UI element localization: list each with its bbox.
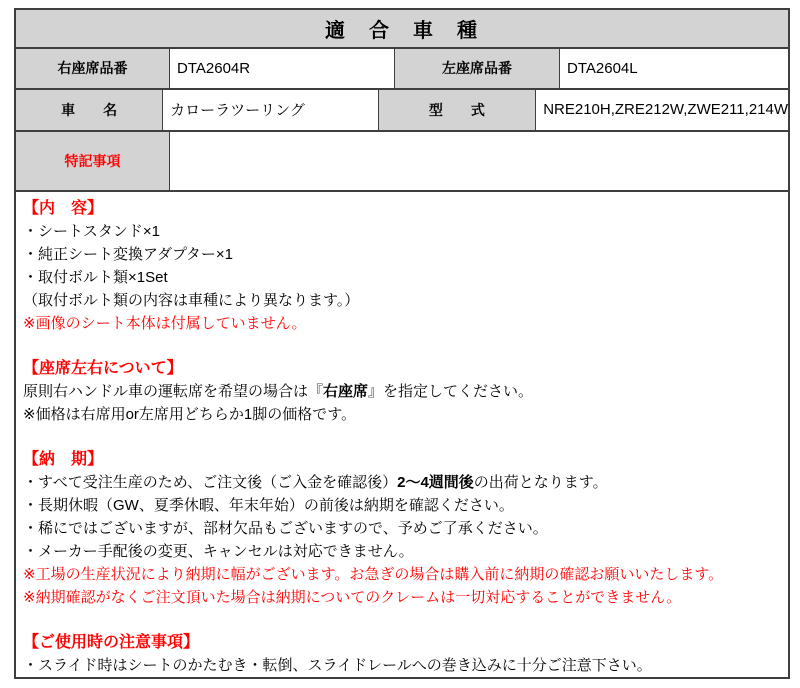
right-seat-part-label: 右座席品番 [16,49,170,88]
model-code-value: NRE210H,ZRE212W,ZWE211,214W [536,90,788,131]
right-seat-part-value: DTA2604R [170,49,395,88]
usage-notes-heading: 【ご使用時の注意事項】 [23,634,200,652]
text-segment-bold: 右座席 [323,383,369,401]
car-name-value: カローラツーリング [163,90,378,131]
part-number-row [16,49,788,90]
contents-section [23,197,781,335]
special-notes-row [16,132,788,192]
usage-notes-section [23,631,781,677]
contents-warning: ※画像のシート本体は付属していません。 [23,315,307,333]
text-segment: 』を指定してください。 [368,383,534,401]
delivery-line: ・メーカー手配後の変更、キャンセルは対応できません。 [23,543,414,561]
text-segment: ・すべて受注生産のため、ご注文後（ご入金を確認後） [23,474,398,492]
special-notes-label: 特記事項 [16,132,170,190]
text-segment-bold: 2～4週間後 [397,474,474,492]
left-seat-part-label: 左座席品番 [395,49,560,88]
contents-item: ・取付ボルト類×1Set [23,269,168,287]
model-code-label: 型 式 [379,90,537,131]
delivery-line [23,471,781,494]
car-info-row [16,90,788,133]
notice-content [16,192,788,677]
text-segment: 原則右ハンドル車の運転席を希望の場合は『 [23,383,324,401]
delivery-line: ・稀にではございますが、部材欠品もございますので、予めご了承ください。 [23,520,548,538]
seat-side-section [23,357,781,426]
delivery-warning: ※納期確認がなくご注文頂いた場合は納期についてのクレームは一切対応することができません。 [23,589,682,607]
contents-heading: 【内 容】 [23,200,104,218]
seat-side-line: ※価格は右席用or左席用どちらか1脚の価格です。 [23,406,357,424]
table-title [16,10,788,49]
car-name-label: 車 名 [16,90,163,131]
seat-side-line [23,380,781,403]
delivery-line: ・長期休暇（GW、夏季休暇、年末年始）の前後は納期を確認ください。 [23,497,514,515]
contents-item: ・シートスタンド×1 [23,223,160,241]
table-title-text: 適 合 車 種 [325,19,479,42]
special-notes-value [170,132,788,190]
seat-side-heading: 【座席左右について】 [23,360,183,378]
contents-item: （取付ボルト類の内容は車種により異なります。） [23,292,360,310]
fitment-spec-sheet [14,8,790,679]
left-seat-part-value: DTA2604L [560,49,788,88]
text-segment: の出荷となります。 [473,474,608,492]
delivery-warning: ※工場の生産状況により納期に幅がございます。お急ぎの場合は購入前に納期の確認お願いいたします。 [23,566,724,584]
delivery-heading: 【納 期】 [23,451,104,469]
usage-notes-line: ・スライド時はシートのかたむき・転倒、スライドレールへの巻き込みに十分ご注意下さい。 [23,657,652,675]
contents-item: ・純正シート変換アダプター×1 [23,246,234,264]
delivery-section [23,448,781,609]
